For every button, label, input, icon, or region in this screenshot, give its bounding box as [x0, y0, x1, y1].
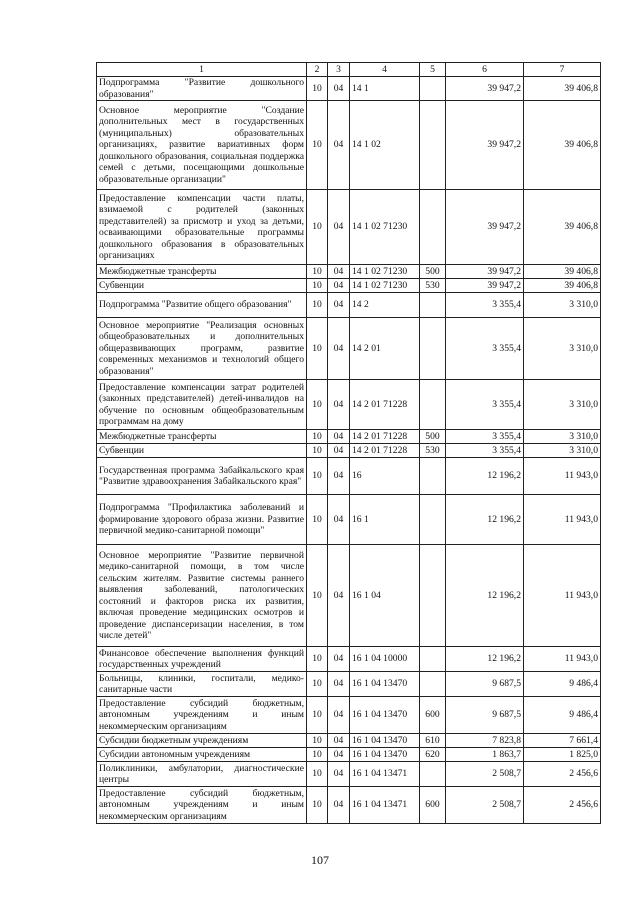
- row-amount-1: 1 863,7: [446, 748, 524, 762]
- row-amount-2: 9 486,4: [524, 672, 601, 697]
- row-subsection: 04: [328, 190, 350, 265]
- table-row: [97, 748, 601, 762]
- row-amount-2: 9 486,4: [524, 697, 601, 734]
- table-body: [97, 77, 601, 824]
- row-subsection: 04: [328, 318, 350, 380]
- row-subsection: 04: [328, 77, 350, 101]
- row-amount-1: 39 947,2: [446, 190, 524, 265]
- row-subsection: 04: [328, 545, 350, 647]
- row-name: Субсидии автономным учреждениям: [97, 748, 307, 762]
- row-expense-type: [420, 495, 446, 545]
- row-amount-2: 39 406,8: [524, 279, 601, 293]
- row-subsection: 04: [328, 279, 350, 293]
- header-col-5: 5: [420, 63, 446, 77]
- row-subsection: 04: [328, 697, 350, 734]
- row-amount-1: 39 947,2: [446, 101, 524, 190]
- table-row: [97, 762, 601, 787]
- row-name: Предоставление компенсации части платы, взимаемой с родителей (законных представителей) за присмотр и уход за детьми, осваивающими образовательные программы дошкольного образования в образовательных организациях: [97, 190, 307, 265]
- row-section: 10: [307, 293, 328, 318]
- row-target-code: 16: [350, 458, 420, 495]
- row-section: 10: [307, 647, 328, 672]
- row-subsection: 04: [328, 101, 350, 190]
- row-amount-2: 3 310,0: [524, 318, 601, 380]
- row-name: Подпрограмма "Развитие дошкольного образования": [97, 77, 307, 101]
- row-target-code: 14 1: [350, 77, 420, 101]
- row-amount-2: 3 310,0: [524, 293, 601, 318]
- row-section: 10: [307, 265, 328, 279]
- row-amount-1: 3 355,4: [446, 293, 524, 318]
- row-target-code: 16 1 04 13471: [350, 787, 420, 824]
- row-target-code: 16 1 04 10000: [350, 647, 420, 672]
- row-subsection: 04: [328, 787, 350, 824]
- row-target-code: 16 1: [350, 495, 420, 545]
- row-amount-1: 12 196,2: [446, 647, 524, 672]
- row-section: 10: [307, 318, 328, 380]
- table-row: [97, 672, 601, 697]
- table-header: [97, 63, 601, 77]
- row-name: Финансовое обеспечение выполнения функций государственных учреждений: [97, 647, 307, 672]
- row-subsection: 04: [328, 647, 350, 672]
- row-target-code: 16 1 04 13470: [350, 734, 420, 748]
- table-row: [97, 734, 601, 748]
- row-amount-1: 12 196,2: [446, 495, 524, 545]
- header-row: [97, 63, 601, 77]
- row-expense-type: 600: [420, 787, 446, 824]
- row-name: Подпрограмма "Развитие общего образования": [97, 293, 307, 318]
- row-expense-type: [420, 77, 446, 101]
- row-amount-1: 3 355,4: [446, 318, 524, 380]
- row-section: 10: [307, 748, 328, 762]
- row-amount-2: 11 943,0: [524, 647, 601, 672]
- row-section: 10: [307, 762, 328, 787]
- row-name: Субвенции: [97, 444, 307, 458]
- row-section: 10: [307, 279, 328, 293]
- row-target-code: 14 2 01 71228: [350, 380, 420, 430]
- table-row: [97, 444, 601, 458]
- row-amount-1: 7 823,8: [446, 734, 524, 748]
- row-section: 10: [307, 101, 328, 190]
- row-section: 10: [307, 444, 328, 458]
- row-amount-1: 9 687,5: [446, 672, 524, 697]
- table-row: [97, 101, 601, 190]
- row-amount-1: 12 196,2: [446, 545, 524, 647]
- row-amount-2: 11 943,0: [524, 495, 601, 545]
- header-col-6: 6: [446, 63, 524, 77]
- row-section: 10: [307, 787, 328, 824]
- row-target-code: 16 1 04 13470: [350, 672, 420, 697]
- row-section: 10: [307, 495, 328, 545]
- row-expense-type: 620: [420, 748, 446, 762]
- row-expense-type: [420, 647, 446, 672]
- table-row: [97, 458, 601, 495]
- row-name: Основное мероприятие "Реализация основных общеобразовательных и дополнительных общеразвивающих программ, развитие современных механизмов и технологий общего образования": [97, 318, 307, 380]
- row-amount-2: 2 456,6: [524, 762, 601, 787]
- row-target-code: 16 1 04 13470: [350, 697, 420, 734]
- row-amount-1: 39 947,2: [446, 77, 524, 101]
- table-row: [97, 787, 601, 824]
- row-amount-1: 3 355,4: [446, 380, 524, 430]
- row-name: Основное мероприятие "Развитие первичной медико-санитарной помощи, в том числе сельским жителям. Развитие системы раннего выявления заболеваний, патологических состояний и факторов риска их развития, включая проведение медицинских осмотров и проведение диспансеризации населения, в том числе детей": [97, 545, 307, 647]
- table-row: [97, 647, 601, 672]
- row-target-code: 14 1 02: [350, 101, 420, 190]
- row-amount-2: 11 943,0: [524, 545, 601, 647]
- row-expense-type: 500: [420, 430, 446, 444]
- row-amount-1: 2 508,7: [446, 762, 524, 787]
- row-target-code: 14 1 02 71230: [350, 279, 420, 293]
- table-row: [97, 318, 601, 380]
- row-name: Поликлиники, амбулатории, диагностические центры: [97, 762, 307, 787]
- row-amount-1: 3 355,4: [446, 430, 524, 444]
- row-name: Субвенции: [97, 279, 307, 293]
- row-amount-2: 1 825,0: [524, 748, 601, 762]
- row-name: Основное мероприятие "Создание дополнительных мест в государственных (муниципальных) образовательных организациях, развитие вариативных форм дошкольного образования, социальная поддержка семей с детьми, посещающими дошкольные образовательные организации": [97, 101, 307, 190]
- row-amount-1: 12 196,2: [446, 458, 524, 495]
- table-row: [97, 265, 601, 279]
- row-amount-2: 39 406,8: [524, 101, 601, 190]
- row-target-code: 14 2 01 71228: [350, 430, 420, 444]
- row-name: Предоставление компенсации затрат родителей (законных представителей) детей-инвалидов на обучение по основным общеобразовательным программам на дому: [97, 380, 307, 430]
- table-row: [97, 190, 601, 265]
- row-amount-2: 2 456,6: [524, 787, 601, 824]
- row-section: 10: [307, 734, 328, 748]
- row-amount-2: 39 406,8: [524, 265, 601, 279]
- row-subsection: 04: [328, 444, 350, 458]
- table-row: [97, 430, 601, 444]
- row-name: Предоставление субсидий бюджетным, автономным учреждениям и иным некоммерческим организациям: [97, 697, 307, 734]
- row-expense-type: 530: [420, 444, 446, 458]
- row-expense-type: [420, 672, 446, 697]
- row-name: Подпрограмма "Профилактика заболеваний и формирование здорового образа жизни. Развитие первичной медико-санитарной помощи": [97, 495, 307, 545]
- row-target-code: 14 2: [350, 293, 420, 318]
- row-expense-type: 600: [420, 697, 446, 734]
- table-row: [97, 697, 601, 734]
- header-col-3: 3: [328, 63, 350, 77]
- row-subsection: 04: [328, 748, 350, 762]
- row-expense-type: [420, 190, 446, 265]
- row-expense-type: [420, 545, 446, 647]
- row-expense-type: 500: [420, 265, 446, 279]
- row-subsection: 04: [328, 762, 350, 787]
- row-amount-2: 3 310,0: [524, 380, 601, 430]
- row-section: 10: [307, 190, 328, 265]
- row-target-code: 16 1 04 13471: [350, 762, 420, 787]
- row-subsection: 04: [328, 672, 350, 697]
- row-name: Межбюджетные трансферты: [97, 430, 307, 444]
- table-row: [97, 293, 601, 318]
- row-name: Субсидии бюджетным учреждениям: [97, 734, 307, 748]
- row-expense-type: [420, 458, 446, 495]
- row-section: 10: [307, 458, 328, 495]
- row-section: 10: [307, 430, 328, 444]
- row-name: Межбюджетные трансферты: [97, 265, 307, 279]
- row-subsection: 04: [328, 293, 350, 318]
- row-subsection: 04: [328, 495, 350, 545]
- row-expense-type: 610: [420, 734, 446, 748]
- row-expense-type: [420, 293, 446, 318]
- budget-table: [96, 62, 601, 824]
- header-col-2: 2: [307, 63, 328, 77]
- row-expense-type: [420, 380, 446, 430]
- row-amount-2: 3 310,0: [524, 430, 601, 444]
- row-target-code: 14 2 01 71228: [350, 444, 420, 458]
- row-target-code: 14 1 02 71230: [350, 190, 420, 265]
- row-amount-1: 39 947,2: [446, 279, 524, 293]
- row-expense-type: 530: [420, 279, 446, 293]
- row-amount-2: 39 406,8: [524, 77, 601, 101]
- table-row: [97, 545, 601, 647]
- row-section: 10: [307, 697, 328, 734]
- header-col-1: 1: [97, 63, 307, 77]
- row-target-code: 14 2 01: [350, 318, 420, 380]
- page-number: 107: [311, 853, 329, 867]
- row-target-code: 16 1 04: [350, 545, 420, 647]
- table-row: [97, 77, 601, 101]
- header-col-7: 7: [524, 63, 601, 77]
- row-expense-type: [420, 762, 446, 787]
- row-name: Государственная программа Забайкальского края "Развитие здравоохранения Забайкальского края": [97, 458, 307, 495]
- row-amount-1: 9 687,5: [446, 697, 524, 734]
- header-col-4: 4: [350, 63, 420, 77]
- table-row: [97, 380, 601, 430]
- table-row: [97, 279, 601, 293]
- row-subsection: 04: [328, 380, 350, 430]
- row-expense-type: [420, 101, 446, 190]
- row-amount-2: 39 406,8: [524, 190, 601, 265]
- row-target-code: 14 1 02 71230: [350, 265, 420, 279]
- row-section: 10: [307, 545, 328, 647]
- row-section: 10: [307, 380, 328, 430]
- table-row: [97, 495, 601, 545]
- row-subsection: 04: [328, 734, 350, 748]
- row-subsection: 04: [328, 430, 350, 444]
- row-amount-1: 2 508,7: [446, 787, 524, 824]
- row-subsection: 04: [328, 458, 350, 495]
- row-amount-1: 39 947,2: [446, 265, 524, 279]
- row-amount-1: 3 355,4: [446, 444, 524, 458]
- row-expense-type: [420, 318, 446, 380]
- row-section: 10: [307, 77, 328, 101]
- row-target-code: 16 1 04 13470: [350, 748, 420, 762]
- row-name: Предоставление субсидий бюджетным, автономным учреждениям и иным некоммерческим организациям: [97, 787, 307, 824]
- row-amount-2: 3 310,0: [524, 444, 601, 458]
- row-amount-2: 7 661,4: [524, 734, 601, 748]
- row-name: Больницы, клиники, госпитали, медико-санитарные части: [97, 672, 307, 697]
- row-section: 10: [307, 672, 328, 697]
- row-subsection: 04: [328, 265, 350, 279]
- row-amount-2: 11 943,0: [524, 458, 601, 495]
